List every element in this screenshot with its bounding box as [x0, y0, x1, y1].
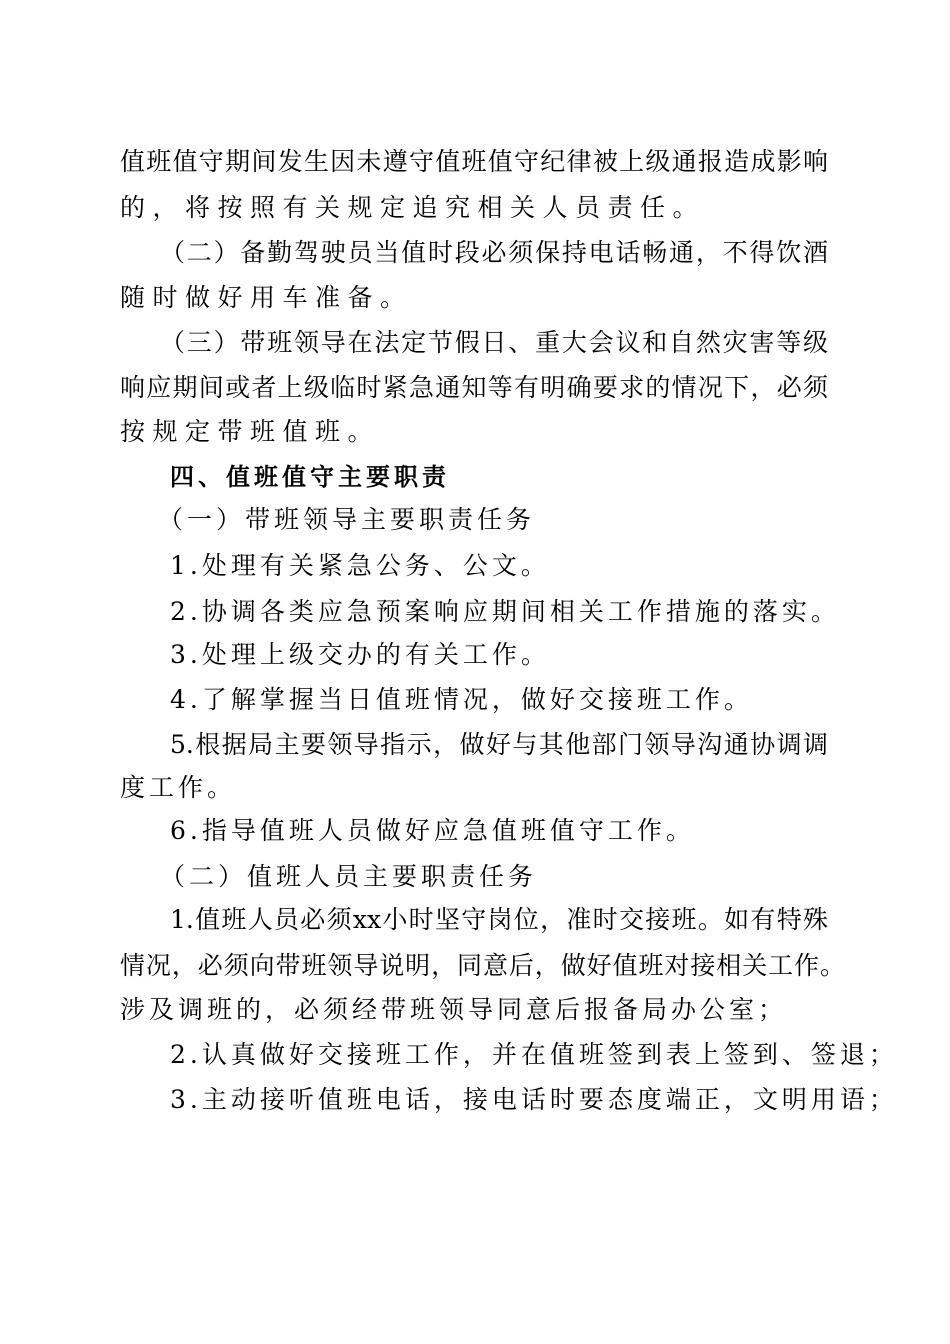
list-item: 6.指导值班人员做好应急值班值守工作。: [170, 816, 695, 845]
list-item: 4.了解掌握当日值班情况，做好交接班工作。: [170, 685, 753, 714]
paragraph-line: 按规定带班值班。: [120, 417, 381, 446]
paragraph-line: 的，将按照有关规定追究相关人员责任。: [120, 193, 706, 222]
list-item: 3.处理上级交办的有关工作。: [170, 640, 550, 669]
list-item: 1.处理有关紧急公务、公文。: [170, 551, 550, 580]
list-item-continuation: 情况，必须向带班领导说明，同意后，做好值班对接相关工作。: [120, 951, 845, 980]
list-item: 5.根据局主要领导指示，做好与其他部门领导沟通协调调: [170, 730, 828, 759]
paragraph-line: （三）带班领导在法定节假日、重大会议和自然灾害等级: [160, 328, 828, 357]
list-item-continuation: 度工作。: [120, 773, 237, 802]
section-heading: 四、值班值守主要职责: [170, 463, 450, 491]
paragraph-line: 响应期间或者上级临时紧急通知等有明确要求的情况下，必须: [120, 373, 828, 402]
list-item-continuation: 涉及调班的，必须经带班领导同意后报备局办公室；: [120, 995, 788, 1024]
list-item: 2.认真做好交接班工作，并在值班签到表上签到、签退；: [170, 1040, 898, 1069]
subsection-heading: （二）值班人员主要职责任务: [160, 862, 538, 891]
subsection-heading: （一）带班领导主要职责任务: [158, 505, 536, 534]
list-item: 2.协调各类应急预案响应期间相关工作措施的落实。: [170, 597, 840, 626]
paragraph-line: （二）备勤驾驶员当值时段必须保持电话畅通，不得饮酒: [160, 238, 828, 267]
paragraph-line: 值班值守期间发生因未遵守值班值守纪律被上级通报造成影响: [120, 147, 828, 176]
list-item: 3.主动接听值班电话，接电话时要态度端正，文明用语；: [170, 1085, 898, 1114]
paragraph-line: 随时做好用车准备。: [120, 283, 413, 312]
list-item: 1.值班人员必须xx小时坚守岗位，准时交接班。如有特殊: [170, 905, 828, 934]
